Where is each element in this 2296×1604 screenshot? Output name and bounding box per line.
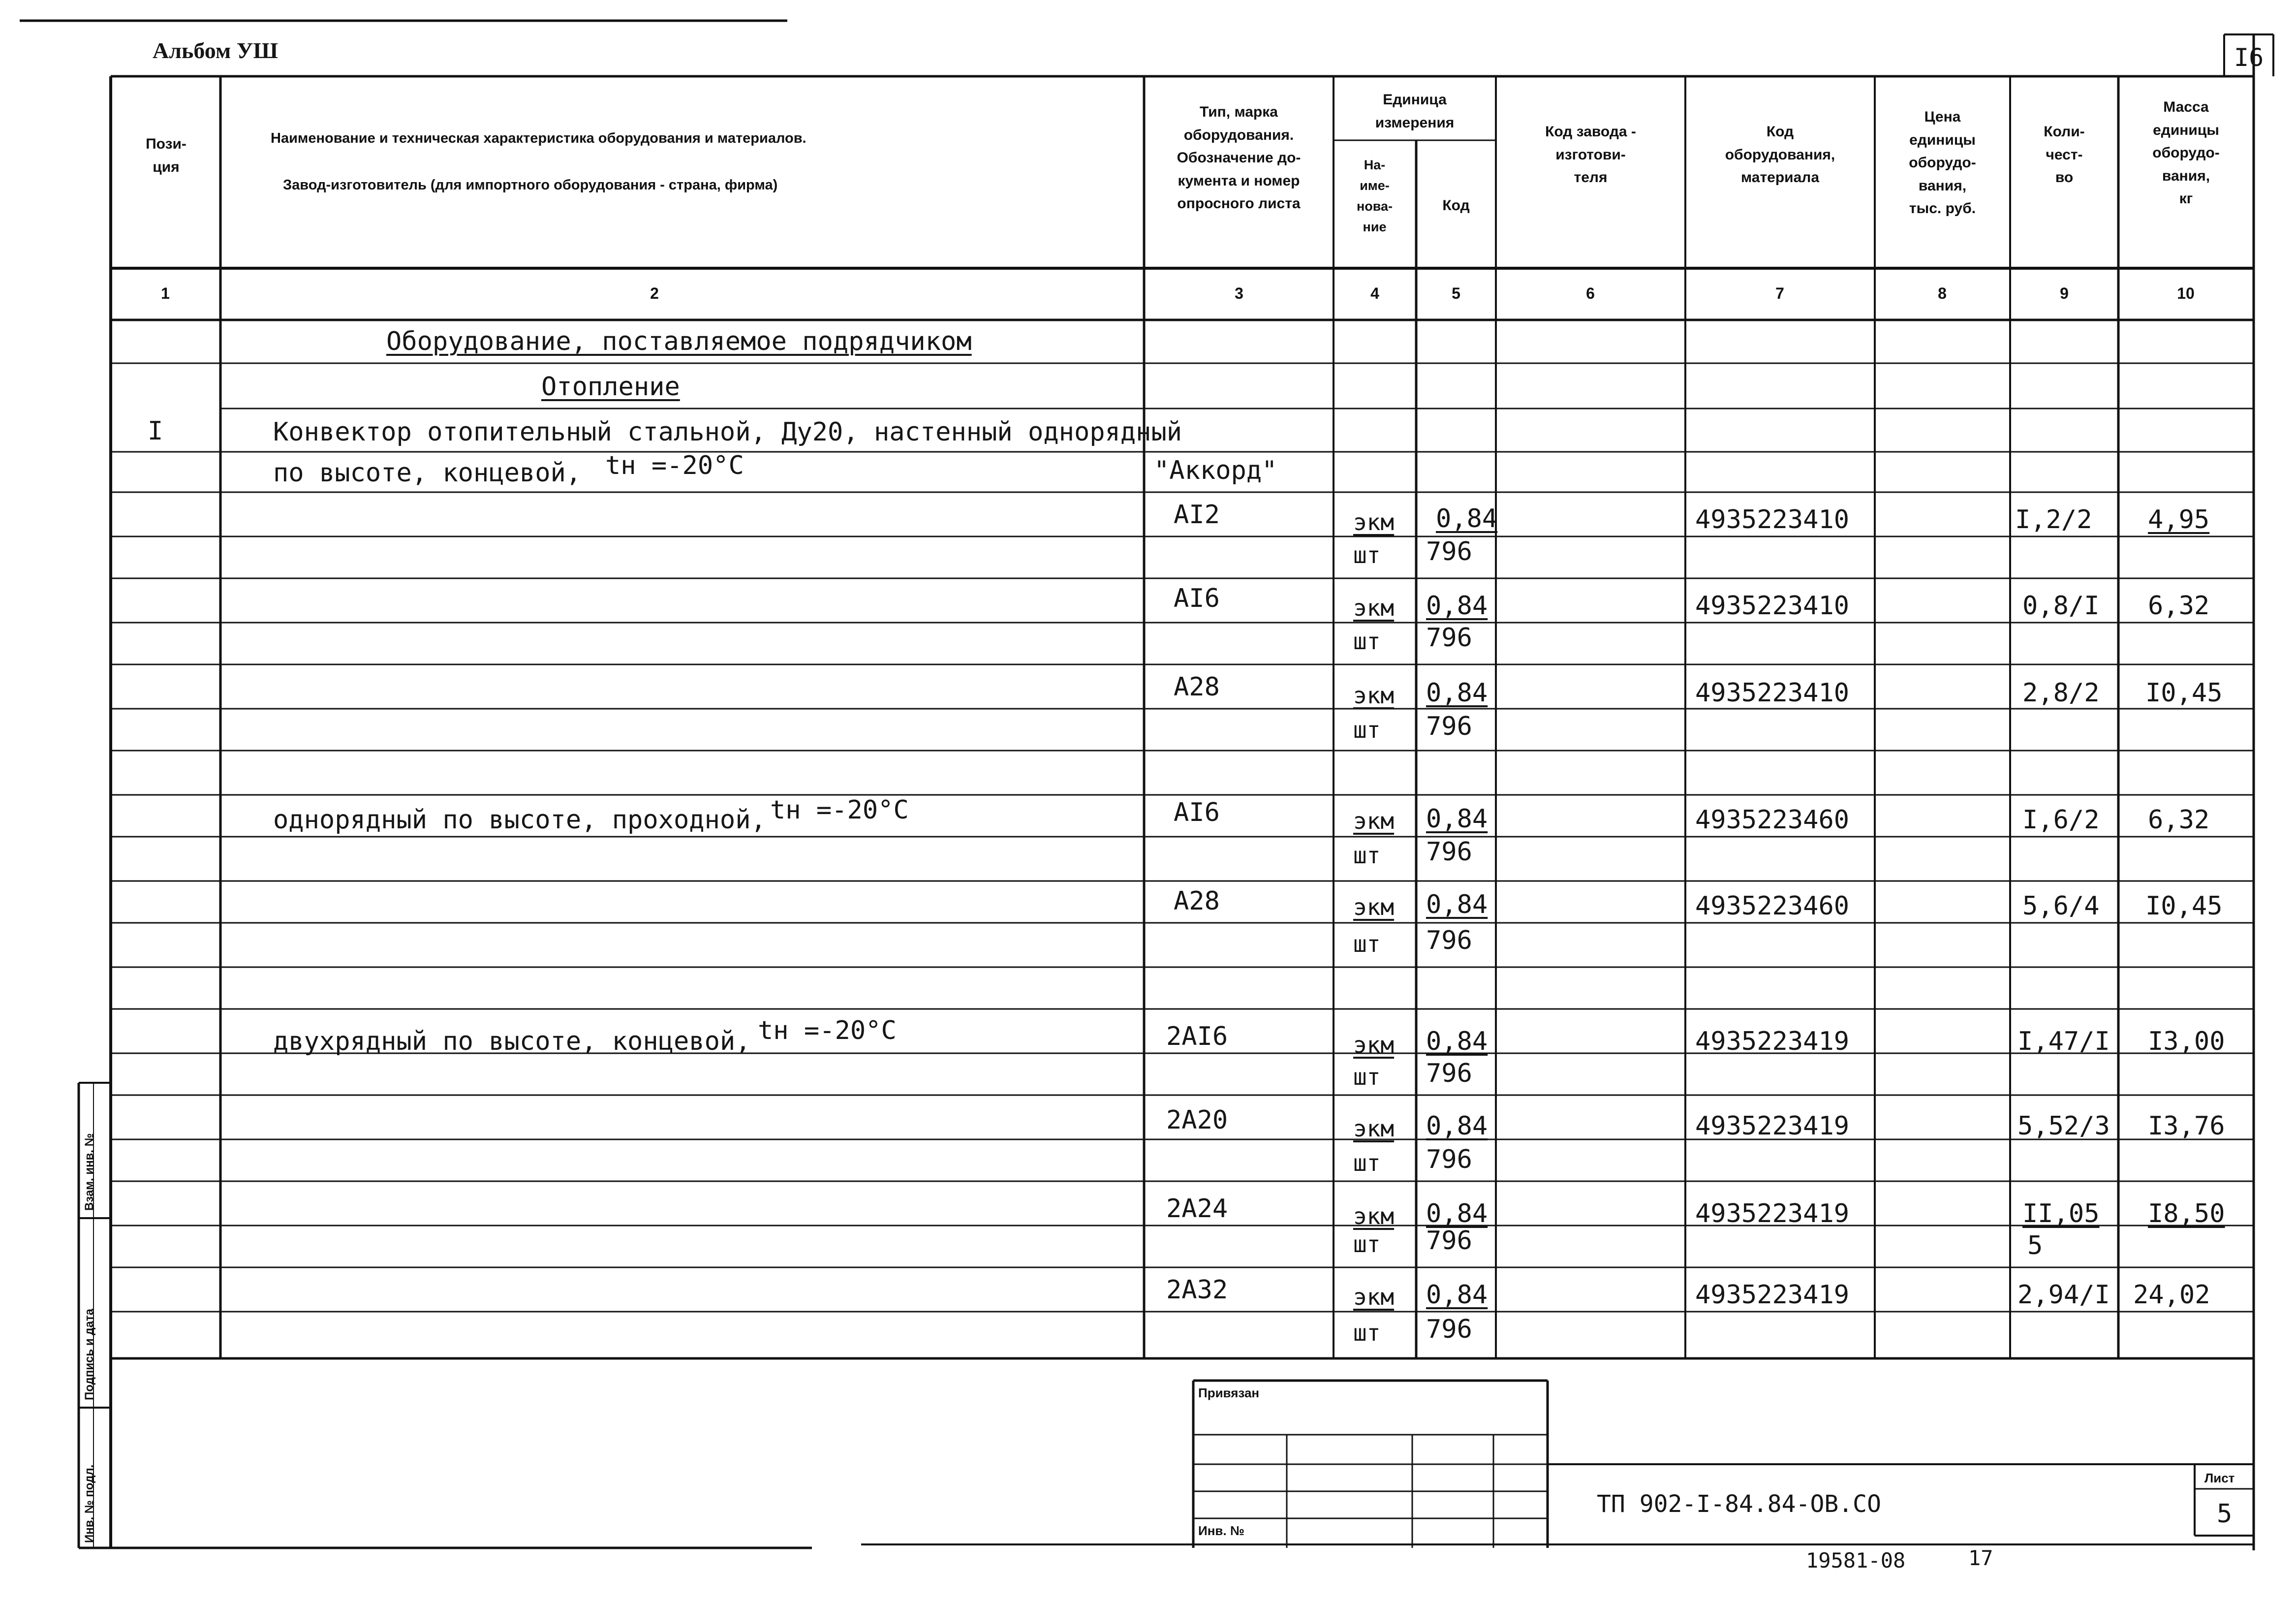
unit-name: шт (1353, 842, 1381, 869)
quantity: 5,52/3 (2017, 1111, 2110, 1141)
equipment-code: 4935223460 (1695, 891, 1850, 921)
stamp-privyazan: Привязан (1198, 1385, 1260, 1400)
unit-code: 796 (1426, 1315, 1472, 1344)
quantity: 0,8/I (2022, 591, 2100, 621)
unit-code: 796 (1426, 1059, 1472, 1088)
unit-name: экм (1353, 682, 1395, 709)
col-number: 7 (1775, 284, 1784, 302)
unit-name: экм (1353, 509, 1395, 535)
col-header-unit: Единица измерения (1375, 92, 1455, 131)
col-number: 10 (2177, 284, 2195, 302)
position-number: I (148, 416, 163, 446)
unit-name: шт (1353, 1231, 1381, 1258)
side-label-signature: Подпись и дата (83, 1309, 96, 1400)
col-number: 5 (1452, 284, 1460, 302)
unit-code: 0,84 (1426, 1280, 1488, 1310)
quantity: I,47/I (2017, 1027, 2110, 1056)
col-header-type: Тип, марка оборудования. Обозначение до- кумента и номер опросного листа (1177, 104, 1301, 212)
sheet-label: Лист (2204, 1471, 2235, 1485)
col-number: 1 (161, 284, 170, 302)
unit-mass: I3,00 (2148, 1027, 2225, 1056)
unit-code: 0,84 (1426, 1199, 1488, 1228)
col-number: 6 (1586, 284, 1595, 302)
side-label-original: Инв. № подл. (83, 1464, 96, 1543)
equipment-code: 4935223460 (1695, 805, 1850, 835)
item-type: 2AI6 (1166, 1022, 1228, 1051)
item-type: 2A32 (1166, 1275, 1228, 1305)
quantity: II,05 (2022, 1199, 2100, 1228)
temperature-note: tн =-20°C (758, 1016, 897, 1045)
quantity: 2,8/2 (2022, 678, 2100, 708)
equipment-code: 4935223410 (1695, 505, 1850, 535)
item-description: Конвектор отопительный стальной, Ду20, настенный однорядный (273, 417, 1182, 447)
unit-code: 796 (1426, 1145, 1472, 1174)
unit-name: шт (1353, 1150, 1381, 1176)
unit-mass: 6,32 (2148, 591, 2210, 621)
col-header-name-line2: Завод-изготовитель (для импортного оборудования - страна, фирма) (283, 177, 778, 193)
equipment-code: 4935223419 (1695, 1027, 1850, 1056)
item-description: однорядный по высоте, проходной, (273, 805, 766, 835)
col-number: 2 (650, 284, 659, 302)
col-header-unit-code: Код (1442, 197, 1470, 214)
quantity: I,6/2 (2022, 805, 2100, 835)
col-number: 3 (1235, 284, 1243, 302)
section-supplied-heading: Оборудование, поставляемое подрядчиком (386, 327, 972, 356)
document-designation: ТП 902-I-84.84-ОВ.СО (1597, 1490, 1881, 1518)
unit-code: 0,84 (1426, 591, 1488, 621)
col-number: 8 (1938, 284, 1947, 302)
album-label: Альбом УШ (153, 38, 278, 63)
side-label-replacement: Взам. инв. № (83, 1133, 96, 1211)
col-header-factory-code: Код завода - изготови- теля (1545, 124, 1636, 186)
unit-mass: 6,32 (2148, 805, 2210, 835)
temperature-note: tн =-20°C (770, 795, 909, 825)
item-description: двухрядный по высоте, концевой, (273, 1027, 751, 1056)
unit-code: 796 (1426, 1226, 1472, 1256)
item-description: по высоте, концевой, (273, 458, 582, 488)
sheet-number: 5 (2217, 1499, 2233, 1529)
unit-code: 796 (1426, 537, 1472, 566)
unit-name: шт (1353, 628, 1381, 655)
unit-name: шт (1353, 1320, 1381, 1346)
equipment-code: 4935223410 (1695, 591, 1850, 621)
footer-page: 17 (1968, 1546, 1993, 1570)
col-header-position: Пози- ция (146, 136, 186, 175)
equipment-code: 4935223419 (1695, 1199, 1850, 1228)
col-header-unit-name: На- име- нова- ние (1356, 157, 1393, 234)
item-type: AI6 (1174, 798, 1220, 827)
unit-code: 0,84 (1436, 504, 1498, 534)
unit-code: 0,84 (1426, 1111, 1488, 1141)
unit-code: 0,84 (1426, 678, 1488, 708)
col-header-name-line1: Наименование и техническая характеристика оборудования и материалов. (271, 130, 807, 146)
page-corner-number: I6 (2234, 43, 2264, 72)
unit-name: шт (1353, 542, 1381, 568)
col-number: 9 (2060, 284, 2069, 302)
unit-mass: I3,76 (2148, 1111, 2225, 1141)
temperature-note: tн =-20°C (605, 451, 744, 480)
unit-code: 0,84 (1426, 890, 1488, 919)
stamp-inventory-number: Инв. № (1198, 1523, 1244, 1538)
col-header-mass: Масса единицы оборудо- вания, кг (2152, 99, 2220, 207)
equipment-code: 4935223410 (1695, 678, 1850, 708)
unit-name: шт (1353, 931, 1381, 957)
item-type: A28 (1174, 672, 1220, 702)
unit-name: экм (1353, 808, 1395, 834)
col-header-quantity: Коли- чест- во (2044, 124, 2085, 186)
col-header-price: Цена единицы оборудо- вания, тыс. руб. (1909, 109, 1976, 217)
section-heating-heading: Отопление (541, 372, 680, 402)
unit-name: шт (1353, 1064, 1381, 1090)
item-type: 2A20 (1166, 1105, 1228, 1135)
unit-mass: I8,50 (2148, 1199, 2225, 1228)
item-type: AI6 (1174, 584, 1220, 613)
unit-code: 0,84 (1426, 804, 1488, 834)
unit-mass: I0,45 (2145, 678, 2223, 708)
unit-code: 796 (1426, 926, 1472, 955)
quantity: 5,6/4 (2022, 891, 2100, 921)
archive-number: 19581-08 (1806, 1548, 1906, 1573)
quantity-line2: 5 (2027, 1231, 2043, 1260)
unit-name: экм (1353, 1284, 1395, 1310)
unit-mass: 4,95 (2148, 505, 2210, 535)
item-type: 2A24 (1166, 1194, 1228, 1224)
unit-mass: I0,45 (2145, 891, 2223, 921)
quantity: 2,94/I (2017, 1280, 2110, 1310)
unit-code: 796 (1426, 837, 1472, 867)
equipment-code: 4935223419 (1695, 1111, 1850, 1141)
unit-name: экм (1353, 1203, 1395, 1229)
unit-mass: 24,02 (2133, 1280, 2210, 1310)
item-type: AI2 (1174, 500, 1220, 530)
col-number: 4 (1370, 284, 1379, 302)
unit-code: 0,84 (1426, 1027, 1488, 1056)
unit-name: экм (1353, 894, 1395, 920)
brand-name: "Аккорд" (1154, 456, 1277, 485)
unit-name: шт (1353, 717, 1381, 743)
unit-name: экм (1353, 595, 1395, 621)
unit-name: экм (1353, 1115, 1395, 1142)
col-header-equipment-code: Код оборудования, материала (1725, 124, 1835, 186)
unit-code: 796 (1426, 623, 1472, 653)
unit-code: 796 (1426, 712, 1472, 741)
quantity: I,2/2 (2015, 505, 2092, 535)
equipment-code: 4935223419 (1695, 1280, 1850, 1310)
item-type: A28 (1174, 886, 1220, 916)
unit-name: экм (1353, 1032, 1395, 1058)
